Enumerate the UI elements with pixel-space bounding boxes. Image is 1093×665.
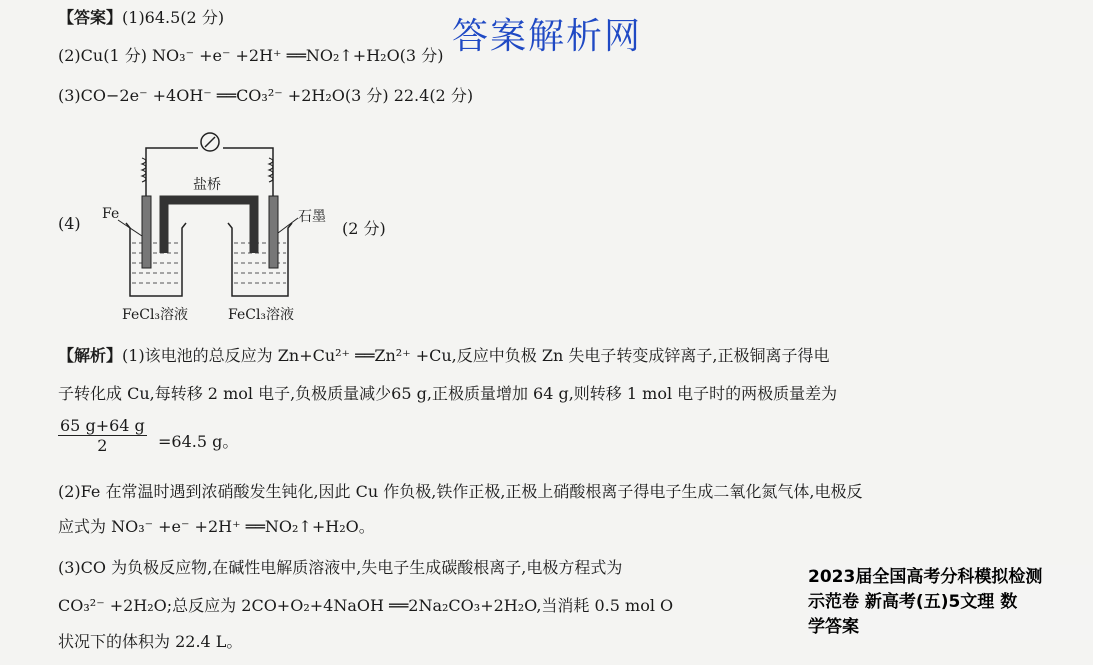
analysis-line-8: 状况下的体积为 22.4 L。 [58, 632, 243, 651]
salt-bridge-label: 盐桥 [193, 177, 221, 193]
fraction-denominator: 2 [97, 436, 108, 455]
salt-bridge [164, 200, 254, 253]
analysis-1-text: (1)该电池的总反应为 Zn+Cu²⁺ ══Zn²⁺ +Cu,反应中负极 Zn 失电子转变成锌离子,正极铜离子得电 [122, 346, 830, 365]
q4-score: (2 分) [342, 219, 386, 238]
overlay-line-2: 示范卷 新高考(五)5文理 数 [808, 592, 1018, 612]
graphite-electrode [269, 196, 278, 268]
answer-1-text: (1)64.5(2 分) [122, 8, 225, 27]
analysis-line-4: (2)Fe 在常温时遇到浓硝酸发生钝化,因此 Cu 作负极,铁作正极,正极上硝酸根离子得电子生成二氧化氮气体,电极反 [58, 482, 863, 501]
overlay-line-1: 2023届全国高考分科模拟检测 [808, 567, 1043, 587]
fraction-numerator: 65 g+64 g [60, 416, 145, 435]
analysis-line-5: 应式为 NO₃⁻ +e⁻ +2H⁺ ══NO₂↑+H₂O。 [58, 517, 375, 536]
galvanic-cell-diagram [58, 128, 418, 323]
left-solution-label: FeCl₃溶液 [122, 307, 189, 323]
right-wire [223, 148, 273, 203]
q4-label: (4) [58, 214, 81, 233]
analysis-tag: 【解析】 [58, 346, 123, 365]
graphite-label: 石墨 [298, 209, 326, 225]
answer-line-2: (2)Cu(1 分) NO₃⁻ +e⁻ +2H⁺ ══NO₂↑+H₂O(3 分) [58, 46, 444, 65]
right-beaker [228, 223, 292, 296]
left-solution-lines [132, 243, 180, 283]
fraction-expression [58, 416, 239, 455]
right-solution-label: FeCl₃溶液 [228, 307, 295, 323]
analysis-line-2: 子转化成 Cu,每转移 2 mol 电子,负极质量减少65 g,正极质量增加 64 g,则转移 1 mol 电子时的两极质量差为 [58, 384, 838, 403]
title-overlay [808, 565, 1093, 640]
analysis-line-7: CO₃²⁻ +2H₂O;总反应为 2CO+O₂+4NaOH ══2Na₂CO₃+2H₂O,当消耗 0.5 mol O [58, 596, 674, 615]
fe-label: Fe [102, 206, 120, 222]
fe-electrode [142, 196, 151, 268]
left-beaker [126, 223, 186, 296]
answer-tag: 【答案】 [58, 8, 123, 27]
analysis-line-1 [58, 346, 829, 366]
left-wire [146, 148, 198, 203]
analysis-line-6: (3)CO 为负极反应物,在碱性电解质溶液中,失电子生成碳酸根离子,电极方程式为 [58, 558, 623, 577]
watermark: 答案解析网 [452, 16, 643, 57]
answer-line-1 [58, 8, 224, 28]
overlay-line-3: 学答案 [808, 617, 859, 637]
fraction-result: =64.5 g。 [158, 432, 239, 451]
answer-line-3: (3)CO−2e⁻ +4OH⁻ ══CO₃²⁻ +2H₂O(3 分) 22.4(2 分) [58, 86, 474, 105]
